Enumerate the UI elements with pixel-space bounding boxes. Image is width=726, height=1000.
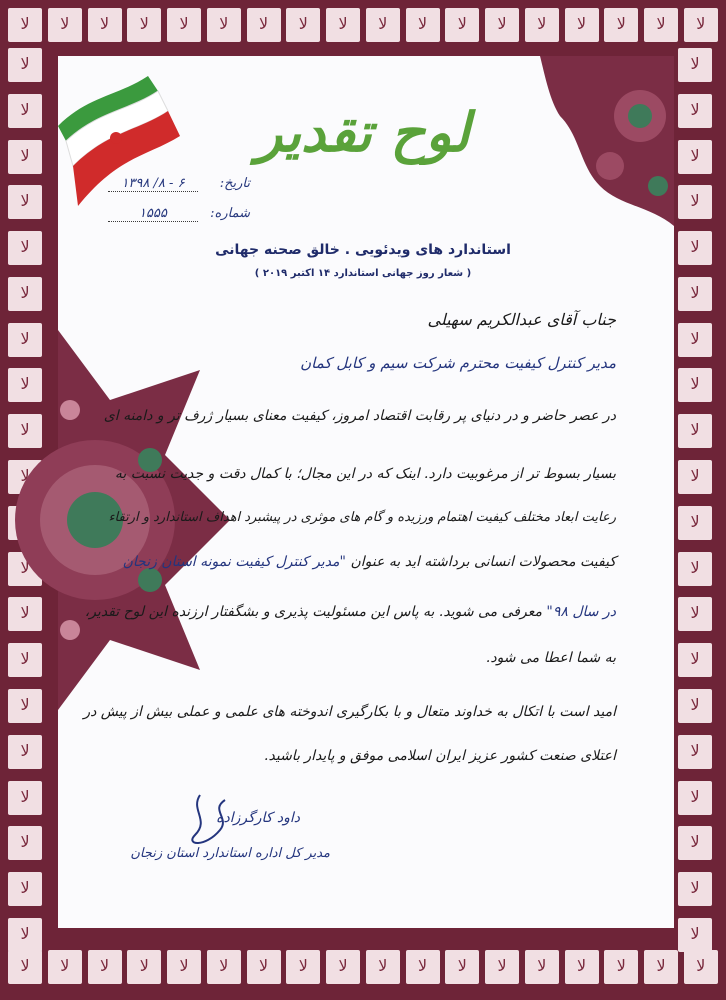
certificate-title: لوح تقدیر [256,100,470,164]
body-line-6: به شما اعطا می شود. [485,650,616,666]
number-value: ۱۵۵۵ [108,206,198,222]
number-label: شماره: [210,206,250,221]
body-line-2: بسیار بسوط تر از مرغوبیت دارد. اینک که در این مجال؛ با کمال دقت و جدیت نسبت به [114,466,616,482]
date-value: ۶ - ۸/ ۱۳۹۸ [108,176,198,192]
signatory-name: داود کارگرزاده [216,810,300,826]
date-label: تاریخ: [219,176,250,191]
signatory-title: مدیر کل اداره استاندارد استان زنجان [130,846,330,861]
body-line-1: در عصر حاضر و در دنیای پر رقابت اقتصاد امروز، کیفیت معنای بسیار ژرف تر و دامنه ای [103,408,616,424]
award-year: در سال ۹۸" [546,604,616,620]
body-line-4 [123,554,616,570]
body-line-5 [85,604,616,620]
body-line-8: اعتلای صنعت کشور عزیز ایران اسلامی موفق و پایدار باشید. [264,748,616,764]
border-bottom-tiles [8,950,718,990]
border-top-tiles [8,8,718,48]
body-line-3: رعایت ابعاد مختلف کیفیت اهتمام ورزیده و گام های موثری در پیشبرد اهداف استاندارد و ارتقاء [108,510,616,525]
body-line-4-text: کیفیت محصولات انسانی برداشته اید به عنوان [350,554,616,570]
recipient-line: جناب آقای عبدالکریم سهیلی [427,310,616,329]
slogan: ( شعار روز جهانی استاندارد ۱۴ اکتبر ۲۰۱۹ ) [254,268,472,279]
subtitle: استاندارد های ویدئویی . خالق صحنه جهانی [215,242,511,258]
position-line: مدیر کنترل کیفیت محترم شرکت سیم و کابل کمان [300,354,616,372]
award-title: "مدیر کنترل کیفیت نمونه استان زنجان [122,554,346,570]
border-right-tiles [678,48,718,952]
body-line-5-text: معرفی می شوید. به پاس این مسئولیت پذیری و بشگفتار ارزنده این لوح تقدیر، [84,604,542,620]
body-line-7: امید است با اتکال به خداوند متعال و با بکارگیری اندوخته های علمی و عملی بیش از پیش در [83,704,616,720]
